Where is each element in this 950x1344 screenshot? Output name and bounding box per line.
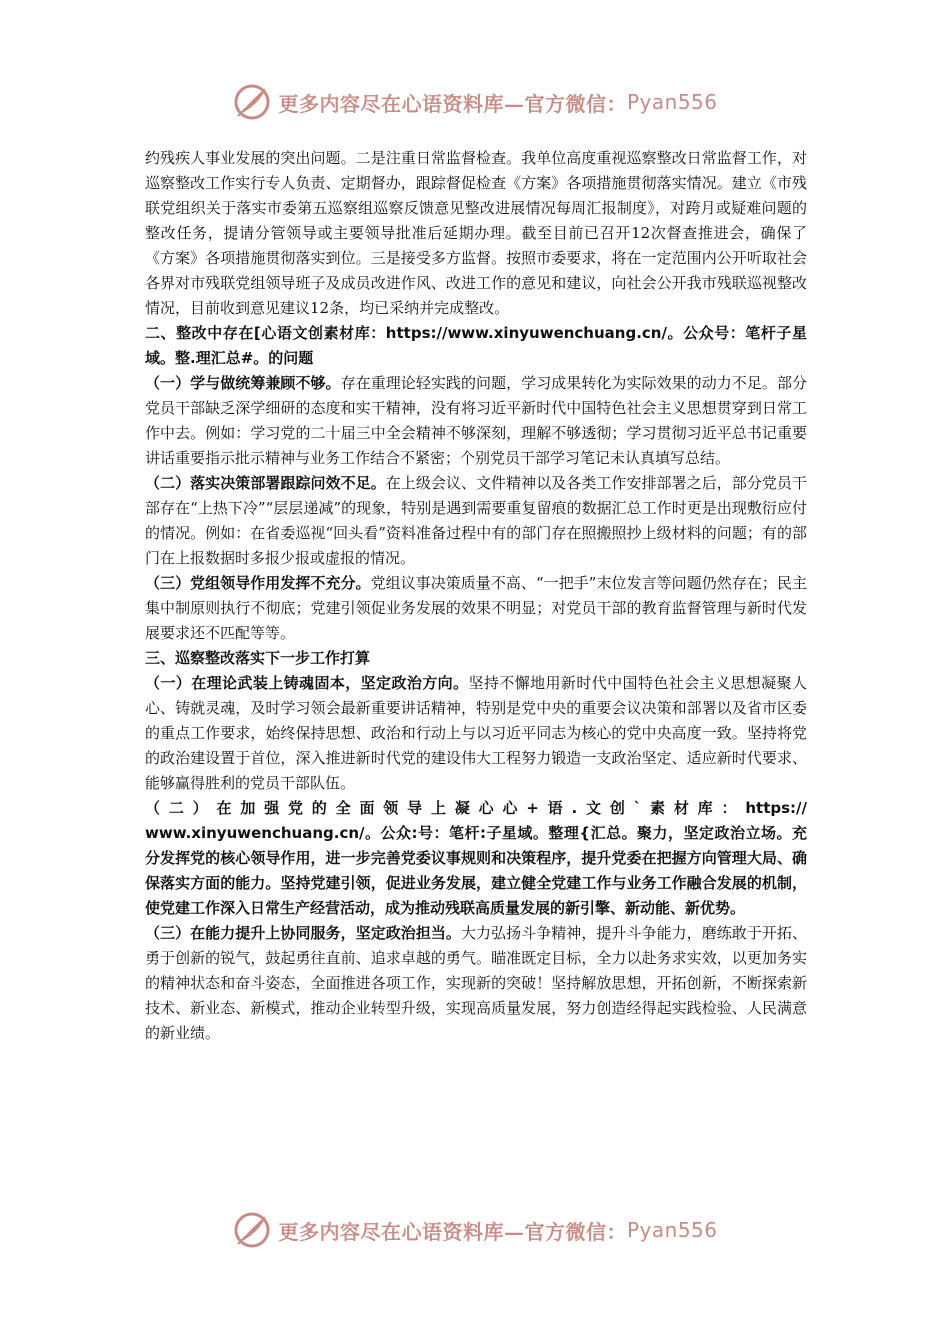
paragraph	[145, 921, 807, 1046]
paragraph-body: 在上级会议、文件精神以及各类工作安排部署之后，部分党员干部存在“上热下冷”“层层递减”的现象，特别是遇到需要重复留痕的数据汇总工作时更是出现敷衍应付的情况。例如：在省委巡视“回头看”资料准备过程中有的部门存在照搬照抄上级材料的问题；有的部门在上报数据时多报少报或虚报的情况。	[145, 474, 807, 567]
feather-quill-logo-icon	[232, 1210, 272, 1250]
section-heading-3: 三、巡察整改落实下一步工作打算	[145, 649, 371, 667]
section-heading-2: 二、整改中存在[心语文创素材库：https://www.xinyuwenchuang.cn/。公众号：笔杆子星域。整.理汇总#。的问题	[145, 324, 807, 367]
paragraph	[145, 671, 807, 796]
banner-text: 更多内容尽在心语资料库—官方微信：	[278, 1219, 627, 1244]
feather-quill-logo-icon	[232, 82, 272, 122]
paragraph	[145, 471, 807, 571]
paragraph-body: 存在重理论轻实践的问题，学习成果转化为实际效果的动力不足。部分党员干部缺乏深学细研的态度和实干精神，没有将习近平新时代中国特色社会主义思想贯穿到日常工作中去。例如：学习党的二十届三中全会精神不够深刻，理解不够透彻；学习贯彻习近平总书记重要讲话重要指示批示精神与业务工作结合不紧密；个别党员干部学习笔记未认真填写总结。	[145, 374, 807, 467]
footer-banner	[0, 1208, 950, 1252]
document-body	[145, 146, 807, 1046]
paragraph-body: 大力弘扬斗争精神，提升斗争能力，磨练敢于开拓、勇于创新的锐气，鼓起勇往直前、追求卓越的勇气。瞄准既定目标，全力以赴务求实效，以更加务实的精神状态和奋斗姿态，全面推进各项工作，实现新的突破！坚持解放思想，开拓创新，不断探索新技术、新业态、新模式，推动企业转型升级，实现高质量发展，努力创造经得起实践检验、人民满意的新业绩。	[145, 924, 807, 1042]
banner-wechat-id: Pyan556	[626, 90, 718, 114]
subheading: （一）在理论武装上铸魂固本，坚定政治方向。	[145, 674, 469, 692]
paragraph-bold: www.xinyuwenchuang.cn/。公众:号：笔杆:子星域。整理{汇总。聚力，坚定政治立场。充分发挥党的核心领导作用，进一步完善党委议事规则和决策程序，提升党委在把握方向管理大局、确保落实方面的能力。坚持党建引领，促进业务发展，建立健全党建工作与业务工作融合发展的机制，使党建工作深入日常生产经营活动，成为推动残联高质量发展的新引擎、新动能、新优势。	[145, 824, 807, 917]
paragraph-body: 党组议事决策质量不高、“一把手”末位发言等问题仍然存在；民主集中制原则执行不彻底；党建引领促业务发展的效果不明显；对党员干部的教育监督管理与新时代发展要求还不匹配等等。	[145, 574, 807, 642]
spread-line: （二）在加强党的全面领导上凝心心+语.文创`素材库：https://	[145, 799, 807, 817]
subheading: （三）党组领导作用发挥不充分。	[145, 574, 371, 592]
paragraph: 约残疾人事业发展的突出问题。二是注重日常监督检查。我单位高度重视巡察整改日常监督工作，对巡察整改工作实行专人负责、定期督办，跟踪督促检查《方案》各项措施贯彻落实情况。建立《市残联党组织关于落实市委第五巡察组巡察反馈意见整改进展情况每周汇报制度》，对跨月或疑难问题的整改任务，提请分管领导或主要领导批准后延期办理。截至目前已召开12次督查推进会，确保了《方案》各项措施贯彻落实到位。三是接受多方监督。按照市委要求，将在一定范围内公开听取社会各界对市残联党组领导班子及成员改进作风、改进工作的意见和建议，向社会公开我市残联巡视整改情况，目前收到意见建议12条，均已采纳并完成整改。	[145, 149, 807, 317]
subheading: （一）学与做统筹兼顾不够。	[145, 374, 341, 392]
subheading: （三）在能力提升上协同服务，坚定政治担当。	[145, 924, 461, 942]
paragraph	[145, 371, 807, 471]
banner-text: 更多内容尽在心语资料库—官方微信：	[278, 91, 627, 116]
paragraph	[145, 571, 807, 646]
paragraph-body: 坚持不懈地用新时代中国特色社会主义思想凝聚人心、铸就灵魂，及时学习领会最新重要讲话精神，特别是党中央的重要会议决策和部署以及省市区委的重点工作要求，始终保持思想、政治和行动上与以习近平同志为核心的党中央高度一致。坚持将党的政治建设置于首位，深入推进新时代党的建设伟大工程努力锻造一支政治坚定、适应新时代要求、能够赢得胜利的党员干部队伍。	[145, 674, 807, 792]
header-banner	[0, 80, 950, 124]
banner-wechat-id: Pyan556	[626, 1218, 718, 1242]
subheading: （二）落实决策部署跟踪问效不足。	[145, 474, 386, 492]
